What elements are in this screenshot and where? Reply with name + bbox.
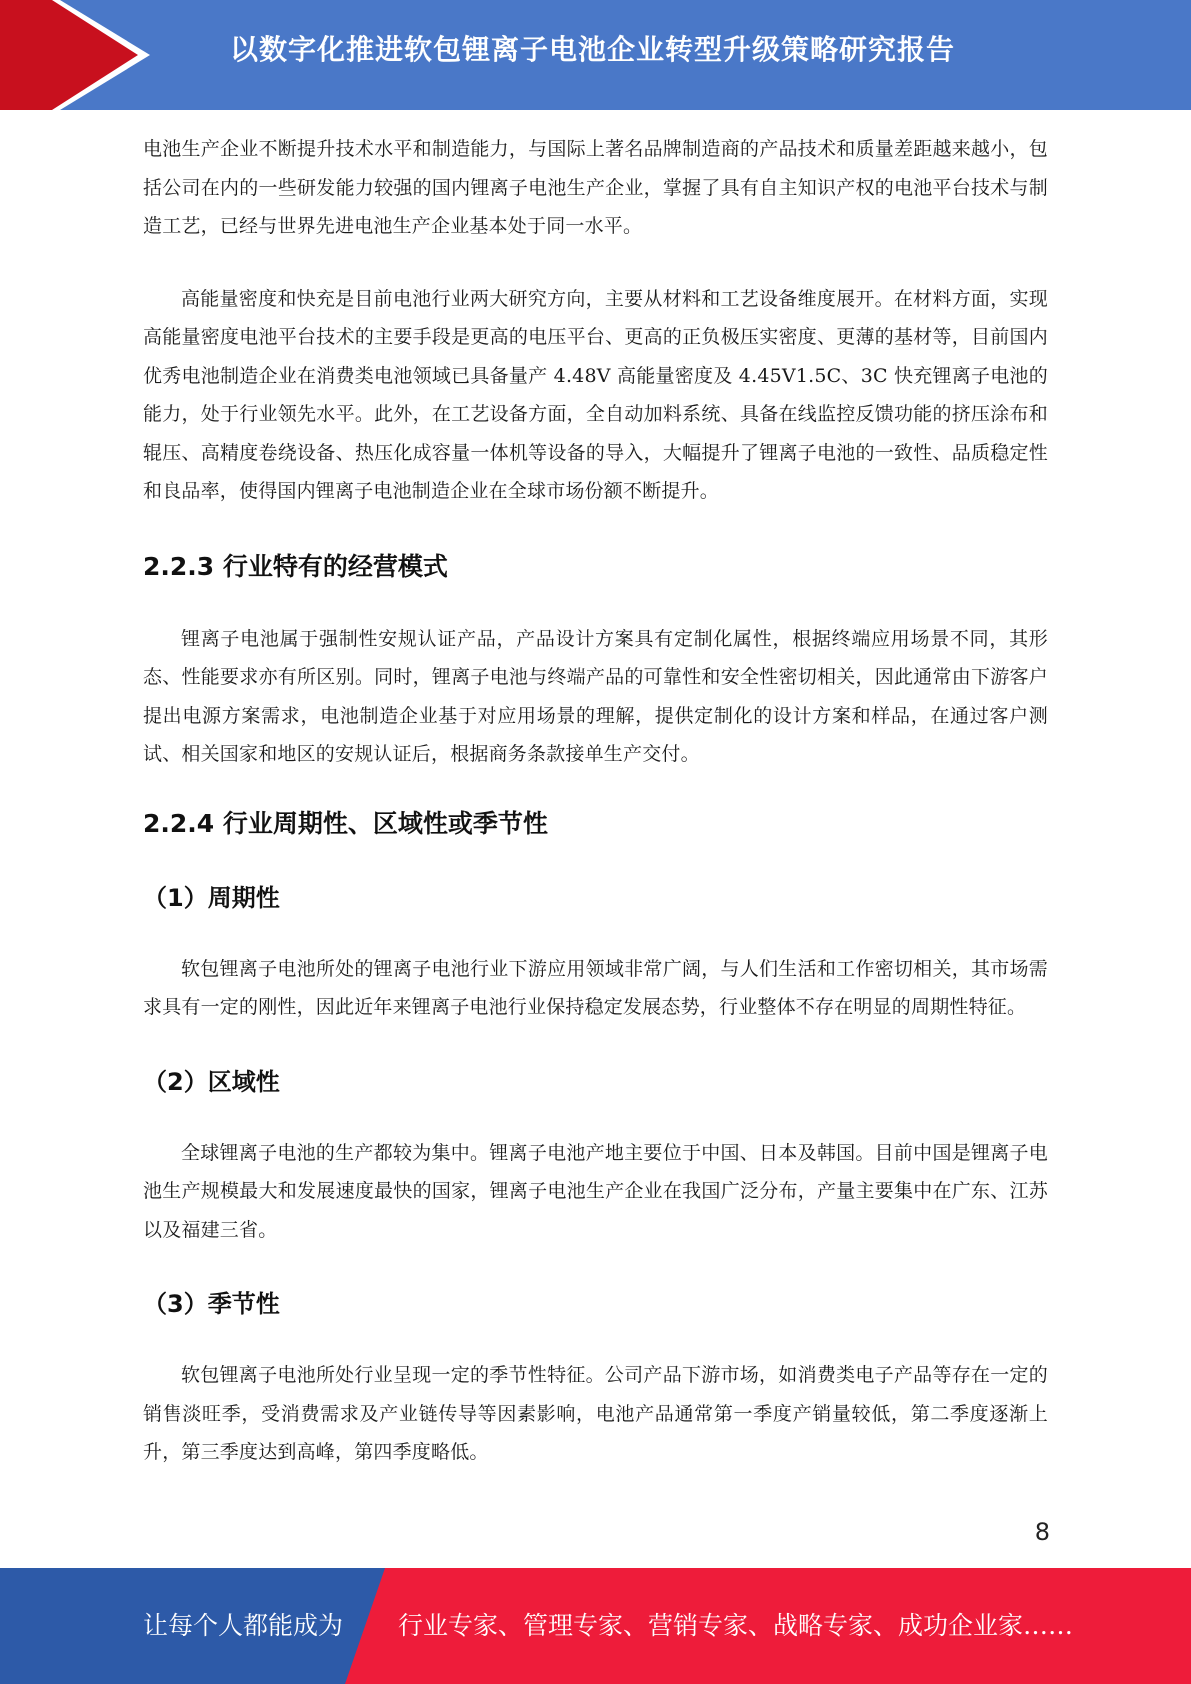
paragraph-intro-continued: 电池生产企业不断提升技术水平和制造能力，与国际上著名品牌制造商的产品技术和质量差距越来越小，包括公司在内的一些研发能力较强的国内锂离子电池生产企业，掌握了具有自主知识产权的电池平台技术与制造工艺，已经与世界先进电池生产企业基本处于同一水平。 (143, 138, 1048, 237)
subheading-cyclicality: （1）周期性 (143, 883, 280, 912)
header-title: 以数字化推进软包锂离子电池企业转型升级策略研究报告 (230, 33, 956, 66)
page-header (0, 0, 1191, 110)
section-heading-2-2-3: 2.2.3 行业特有的经营模式 (143, 551, 448, 581)
paragraph-regionality: 全球锂离子电池的生产都较为集中。锂离子电池产地主要位于中国、日本及韩国。目前中国是锂离子电池生产规模最大和发展速度最快的国家，锂离子电池生产企业在我国广泛分布，产量主要集中在广东、江苏以及福建三省。 (143, 1141, 1048, 1241)
section-heading-2-2-4: 2.2.4 行业周期性、区域性或季节性 (143, 808, 548, 838)
paragraph-business-model: 锂离子电池属于强制性安规认证产品，产品设计方案具有定制化属性，根据终端应用场景不同，其形态、性能要求亦有所区别。同时，锂离子电池与终端产品的可靠性和安全性密切相关，因此通常由下游客户提出电源方案需求，电池制造企业基于对应用场景的理解，提供定制化的设计方案和样品，在通过客户测试、相关国家和地区的安规认证后，根据商务条款接单生产交付。 (143, 627, 1048, 765)
report-body (143, 130, 1048, 1472)
page-number: 8 (1034, 1518, 1050, 1546)
paragraph-seasonality: 软包锂离子电池所处行业呈现一定的季节性特征。公司产品下游市场，如消费类电子产品等存在一定的销售淡旺季，受消费需求及产业链传导等因素影响，电池产品通常第一季度产销量较低，第二季度逐渐上升，第三季度达到高峰，第四季度略低。 (143, 1364, 1048, 1463)
page-footer (0, 1568, 1191, 1684)
paragraph-cyclicality: 软包锂离子电池所处的锂离子电池行业下游应用领域非常广阔，与人们生活和工作密切相关，其市场需求具有一定的刚性，因此近年来锂离子电池行业保持稳定发展态势，行业整体不存在明显的周期性特征。 (143, 957, 1048, 1018)
footer-slogan-left: 让每个人都能成为 (143, 1611, 344, 1640)
subheading-seasonality: （3）季节性 (143, 1290, 280, 1318)
subheading-regionality: （2）区域性 (143, 1067, 280, 1096)
footer-slogan-right: 行业专家、管理专家、营销专家、战略专家、成功企业家…… (398, 1611, 1074, 1640)
paragraph-energy-density: 高能量密度和快充是目前电池行业两大研究方向，主要从材料和工艺设备维度展开。在材料方面，实现高能量密度电池平台技术的主要手段是更高的电压平台、更高的正负极压实密度、更薄的基材等，目前国内优秀电池制造企业在消费类电池领域已具备量产 4.48V 高能量密度及 4.45V1.5C、3C 快充锂离子电池的能力，处于行业领先水平。此外，在工艺设备方面，全自动加料系统、具备在线监控反馈功能的挤压涂布和辊压、高精度卷绕设备、热压化成容量一体机等设备的导入，大幅提升了锂离子电池的一致性、品质稳定性和良品率，使得国内锂离子电池制造企业在全球市场份额不断提升。 (143, 287, 1048, 502)
